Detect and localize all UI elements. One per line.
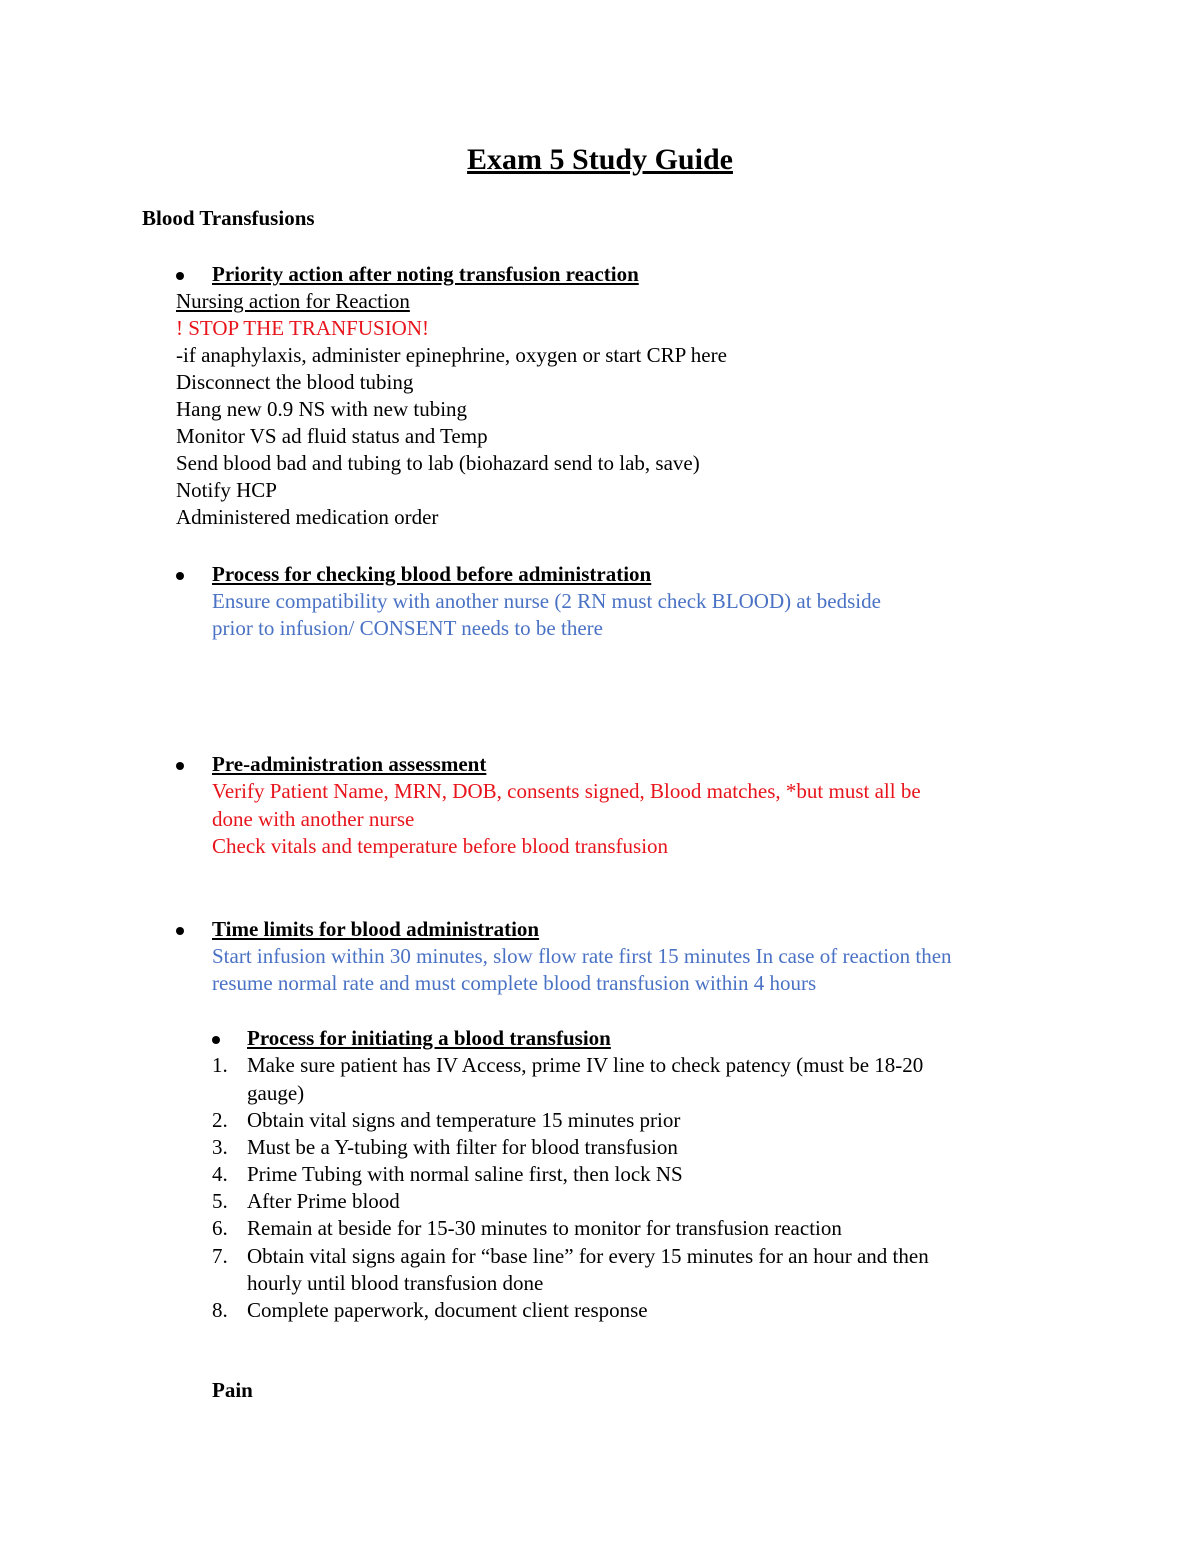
priority-line: Administered medication order — [176, 505, 439, 529]
step-text: Make sure patient has IV Access, prime IV line to check patency (must be 18-20 — [247, 1053, 924, 1077]
step-text: Prime Tubing with normal saline first, then lock NS — [247, 1162, 683, 1186]
step-number: 4. — [212, 1162, 228, 1186]
priority-line: Hang new 0.9 NS with new tubing — [176, 397, 468, 421]
initiating-heading: Process for initiating a blood transfusion — [247, 1026, 611, 1050]
step-text: After Prime blood — [247, 1189, 400, 1213]
step-text: hourly until blood transfusion done — [247, 1271, 544, 1295]
step-number: 1. — [212, 1053, 228, 1077]
step-text: Remain at beside for 15-30 minutes to monitor for transfusion reaction — [247, 1216, 842, 1240]
step-number: 5. — [212, 1189, 228, 1213]
step-number: 6. — [212, 1216, 228, 1240]
preadmin-line: Verify Patient Name, MRN, DOB, consents signed, Blood matches, *but must all be — [212, 779, 921, 803]
step-text: Complete paperwork, document client response — [247, 1298, 648, 1322]
priority-heading: Priority action after noting transfusion reaction — [212, 262, 639, 286]
preadmin-heading: Pre-administration assessment — [212, 752, 487, 776]
step-number: 3. — [212, 1135, 228, 1159]
timelimits-heading: Time limits for blood administration — [212, 917, 540, 941]
bullet-icon — [176, 927, 184, 935]
step-text: gauge) — [247, 1081, 305, 1105]
priority-line: Send blood bad and tubing to lab (biohazard send to lab, save) — [176, 451, 700, 475]
step-text: Must be a Y-tubing with filter for blood transfusion — [247, 1135, 678, 1159]
section-heading-pain: Pain — [212, 1378, 253, 1402]
bullet-icon — [176, 272, 184, 280]
preadmin-line: Check vitals and temperature before blood transfusion — [212, 834, 669, 858]
priority-line: -if anaphylaxis, administer epinephrine, oxygen or start CRP here — [176, 343, 727, 367]
bullet-icon — [212, 1036, 220, 1044]
priority-line: Monitor VS ad fluid status and Temp — [176, 424, 488, 448]
step-text: Obtain vital signs again for “base line” for every 15 minutes for an hour and then — [247, 1244, 929, 1268]
document-title: Exam 5 Study Guide — [467, 143, 733, 176]
checking-line: Ensure compatibility with another nurse (2 RN must check BLOOD) at bedside — [212, 589, 881, 613]
step-number: 7. — [212, 1244, 228, 1268]
checking-heading: Process for checking blood before administration — [212, 562, 652, 586]
priority-stop-text: ! STOP THE TRANFUSION! — [176, 316, 430, 340]
step-text: Obtain vital signs and temperature 15 minutes prior — [247, 1108, 681, 1132]
section-heading-blood-transfusions: Blood Transfusions — [142, 206, 315, 230]
step-number: 2. — [212, 1108, 228, 1132]
bullet-icon — [176, 762, 184, 770]
timelimits-line: Start infusion within 30 minutes, slow flow rate first 15 minutes In case of reaction then — [212, 944, 952, 968]
checking-line: prior to infusion/ CONSENT needs to be there — [212, 616, 603, 640]
step-number: 8. — [212, 1298, 228, 1322]
bullet-icon — [176, 572, 184, 580]
preadmin-line: done with another nurse — [212, 807, 415, 831]
priority-subheading: Nursing action for Reaction — [176, 289, 410, 313]
priority-line: Disconnect the blood tubing — [176, 370, 414, 394]
timelimits-line: resume normal rate and must complete blood transfusion within 4 hours — [212, 971, 817, 995]
priority-line: Notify HCP — [176, 478, 277, 502]
